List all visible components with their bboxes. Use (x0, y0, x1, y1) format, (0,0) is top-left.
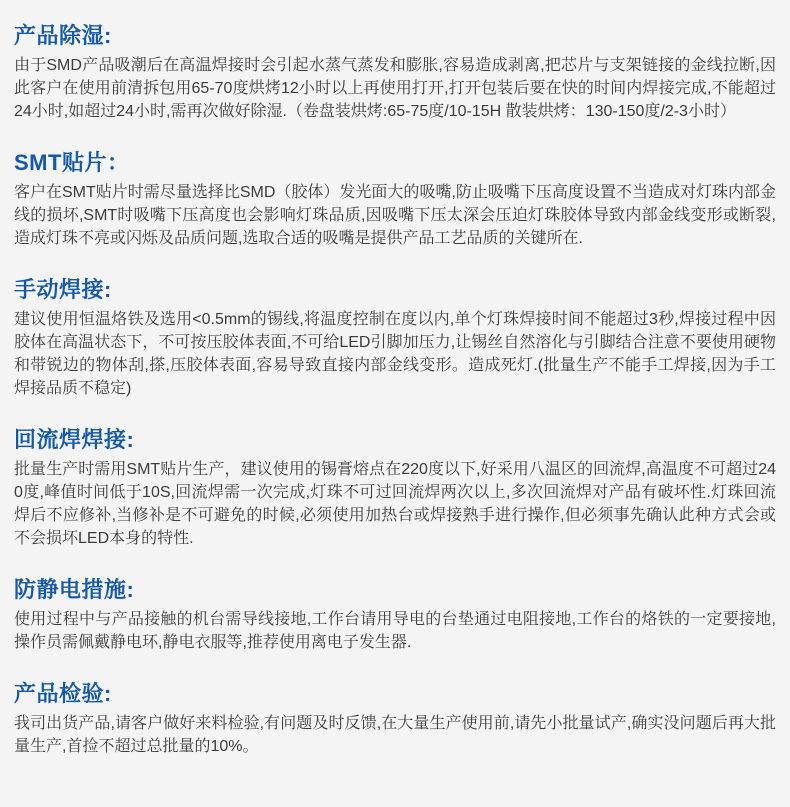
section-reflow-soldering (14, 426, 776, 550)
section-title-reflow-soldering: 回流焊焊接: (14, 427, 135, 452)
section-body-antistatic: 使用过程中与产品接触的机台需导线接地,工作台请用导电的台垫通过电阻接地,工作台的烙铁的一定要接地,操作员需佩戴静电环,静电衣服等,推荐使用离电子发生器. (14, 611, 776, 651)
section-smt-placement (14, 149, 776, 250)
section-title-dehumidify: 产品除湿: (14, 23, 112, 48)
section-title-manual-soldering: 手动焊接: (14, 277, 112, 302)
section-title-smt-placement: SMT贴片： (14, 150, 130, 175)
section-inspection (14, 680, 776, 758)
section-body-inspection: 我司出货产品,请客户做好来料检验,有问题及时反馈,在大量生产使用前,请先小批量试产,确实没问题后再大批量生产,首捡不超过总批量的10%。 (14, 715, 776, 755)
section-dehumidify (14, 22, 776, 123)
section-title-inspection: 产品检验: (14, 681, 112, 706)
section-body-manual-soldering: 建议使用恒温烙铁及选用<0.5mm的锡线,将温度控制在度以内,单个灯珠焊接时间不能超过3秒,焊接过程中因胶体在高温状态下，不可按压胶体表面,不可给LED引脚加压力,让锡丝自然溶化与引脚结合注意不要使用硬物和带锐边的物体刮,搽,压胶体表面,容易导致直接内部金线变形。造成死灯.(批量生产不能手工焊接,因为手工焊接品质不稳定) (14, 311, 776, 397)
section-body-smt-placement: 客户在SMT贴片时需尽量选择比SMD（胶体）发光面大的吸嘴,防止吸嘴下压高度设置不当造成对灯珠内部金线的损坏,SMT时吸嘴下压高度也会影响灯珠品质,因吸嘴下压太深会压迫灯珠胶体导致内部金线变形或断裂,造成灯珠不亮或闪烁及品质问题,选取合适的吸嘴是提供产品工艺品质的关键所在. (14, 184, 776, 247)
section-title-antistatic: 防静电措施: (14, 577, 135, 602)
section-body-dehumidify: 由于SMD产品吸潮后在高温焊接时会引起水蒸气蒸发和膨胀,容易造成剥离,把芯片与支架链接的金线拉断,因此客户在使用前清拆包用65-70度烘烤12小时以上再使用打开,打开包装后要在快的时间内焊接完成,不能超过24小时,如超过24小时,需再次做好除湿.（卷盘装烘烤:65-75度/10-15H 散装烘烤：130-150度/2-3小时） (14, 57, 776, 120)
section-antistatic (14, 576, 776, 654)
section-body-reflow-soldering: 批量生产时需用SMT贴片生产，建议使用的锡膏熔点在220度以下,好采用八温区的回流焊,高温度不可超过240度,峰值时间低于10S,回流焊需一次完成,灯珠不可过回流焊两次以上,多次回流焊对产品有破坏性.灯珠回流焊后不应修补,当修补是不可避免的时候,必须使用加热台或焊接熟手进行操作,但必须事先确认此种方式会或不会损坏LED本身的特性. (14, 461, 776, 547)
section-manual-soldering (14, 276, 776, 400)
